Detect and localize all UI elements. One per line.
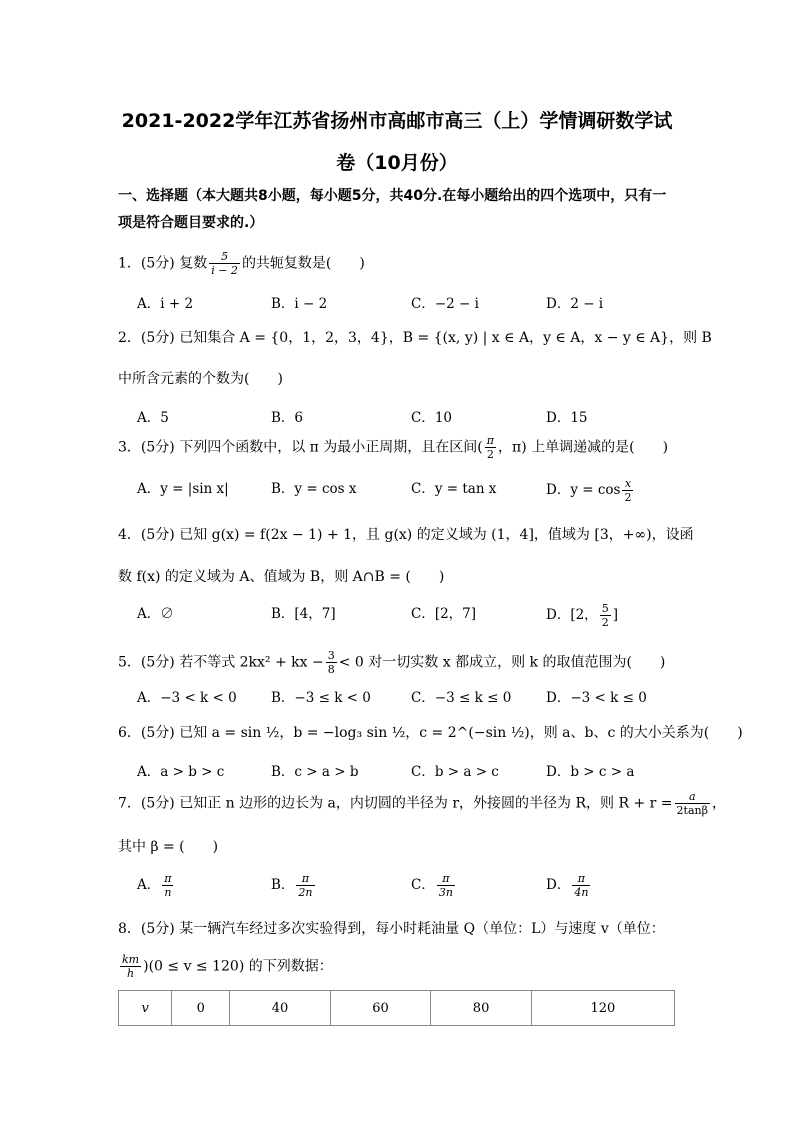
q7-option-a[interactable]: A． $\frac{\pi}{n}$ <box>137 872 172 899</box>
q2-option-b[interactable]: B．6 <box>271 410 304 426</box>
q8-data-table <box>118 990 675 1026</box>
q1-option-b[interactable]: B．i − 2 <box>271 296 328 312</box>
q6-options <box>137 760 697 780</box>
doc-title-line2: 卷（10月份） <box>336 152 458 174</box>
q3-options <box>137 477 697 504</box>
q7-option-c[interactable]: C． $\frac{\pi}{3n}$ <box>411 872 453 899</box>
table-cell: 80 <box>431 991 532 1026</box>
q1-option-a[interactable]: A．i + 2 <box>137 296 194 312</box>
question-5: 5．(5分) 若不等式 2kx² + kx − $\frac{3}{8}$ < 0 对一切实数 x 都成立，则 k 的取值范围为( ) <box>118 649 666 676</box>
q2-option-c[interactable]: C．10 <box>411 410 453 426</box>
q4-option-b[interactable]: B．[4，7] <box>271 606 336 622</box>
question-2: 2．(5分) 已知集合 A = {0，1，2，3，4}，B = {(x, y) | x ∈ A，y ∈ A，x − y ∈ A}，则 B <box>118 330 712 346</box>
q3-option-c[interactable]: C．y = tan x <box>411 481 497 497</box>
question-2-line2: 中所含元素的个数为( ) <box>118 371 283 387</box>
q5-option-c[interactable]: C．−3 ≤ k ≤ 0 <box>411 690 512 706</box>
question-4: 4．(5分) 已知 g(x) = f(2x − 1) + 1，且 g(x) 的定义域为 (1，4]，值域为 [3，+∞)，设函 <box>118 527 694 543</box>
q3-option-b[interactable]: B．y = cos x <box>271 481 357 497</box>
q2-option-a[interactable]: A．5 <box>137 410 169 426</box>
q6-option-a[interactable]: A．a > b > c <box>137 764 225 780</box>
question-1: 1．(5分) 复数 $\frac{5}{i - 2}$ 的共轭复数是( ) <box>118 250 365 277</box>
q4-option-d[interactable]: D．[2， $\frac{5}{2}$ ] <box>546 602 618 629</box>
question-3: 3．(5分) 下列四个函数中，以 π 为最小正周期，且在区间( $\frac{\pi}{2}$ ，π) 上单调递减的是( ) <box>118 434 669 461</box>
table-cell: 120 <box>531 991 674 1026</box>
q7-option-d[interactable]: D． $\frac{\pi}{4n}$ <box>546 872 589 899</box>
question-7-line2: 其中 β = ( ) <box>118 839 219 855</box>
section-header: 一、选择题（本大题共8小题，每小题5分，共40分.在每小题给出的四个选项中，只有一 项是符合题目要求的.） <box>118 188 667 231</box>
q5-fraction: $\frac{3}{8}$ <box>327 649 335 676</box>
doc-title-line1: 2021-2022学年江苏省扬州市高邮市高三（上）学情调研数学试 <box>121 110 673 132</box>
q7-options <box>137 872 697 899</box>
q4-option-c[interactable]: C．[2，7] <box>411 606 477 622</box>
q6-option-b[interactable]: B．c > a > b <box>271 764 359 780</box>
q8-unit-fraction: $\frac{km}{h}$ <box>122 953 140 980</box>
q1-options <box>137 292 697 312</box>
q5-option-a[interactable]: A．−3 < k < 0 <box>137 690 237 706</box>
question-8: 8．(5分) 某一辆汽车经过多次实验得到，每小时耗油量 Q（单位：L）与速度 v（单位： <box>118 921 665 937</box>
q4-options <box>137 602 697 629</box>
q6-option-c[interactable]: C．b > a > c <box>411 764 499 780</box>
table-cell: 0 <box>172 991 230 1026</box>
q7-fraction: $\frac{a}{2\tan\beta}$ <box>676 790 708 817</box>
q7-option-b[interactable]: B． $\frac{\pi}{2n}$ <box>271 872 313 899</box>
question-6: 6．(5分) 已知 a = sin ½，b = −log₃ sin ½，c = 2^(−sin ½)，则 a、b、c 的大小关系为( ) <box>118 725 743 741</box>
table-cell: v <box>119 991 172 1026</box>
table-cell: 40 <box>230 991 331 1026</box>
q1-fraction: $\frac{5}{i - 2}$ <box>211 250 238 277</box>
q3-fraction: $\frac{\pi}{2}$ <box>486 434 494 461</box>
q1-option-c[interactable]: C．−2 − i <box>411 296 479 312</box>
q2-options <box>137 406 697 426</box>
q3-option-d[interactable]: D．y = cos $\frac{x}{2}$ <box>546 477 632 504</box>
q5-option-d[interactable]: D．−3 < k ≤ 0 <box>546 690 647 706</box>
q3-option-a[interactable]: A．y = |sin x| <box>137 481 229 497</box>
q4-option-a[interactable]: A．∅ <box>137 606 174 622</box>
q5-options <box>137 686 697 706</box>
table-row <box>119 991 675 1026</box>
question-4-line2: 数 f(x) 的定义域为 A、值域为 B，则 A∩B = ( ) <box>118 569 445 585</box>
table-cell: 60 <box>330 991 431 1026</box>
q2-option-d[interactable]: D．15 <box>546 410 588 426</box>
question-8-line2: $\frac{km}{h}$ )(0 ≤ v ≤ 120) 的下列数据： <box>122 953 333 980</box>
question-7: 7．(5分) 已知正 n 边形的边长为 a，内切圆的半径为 r，外接圆的半径为 R，则 R + r = $\frac{a}{2\tan\beta}$ ， <box>118 790 726 817</box>
q5-option-b[interactable]: B．−3 ≤ k < 0 <box>271 690 371 706</box>
q6-option-d[interactable]: D．b > c > a <box>546 764 635 780</box>
q1-option-d[interactable]: D．2 − i <box>546 296 604 312</box>
